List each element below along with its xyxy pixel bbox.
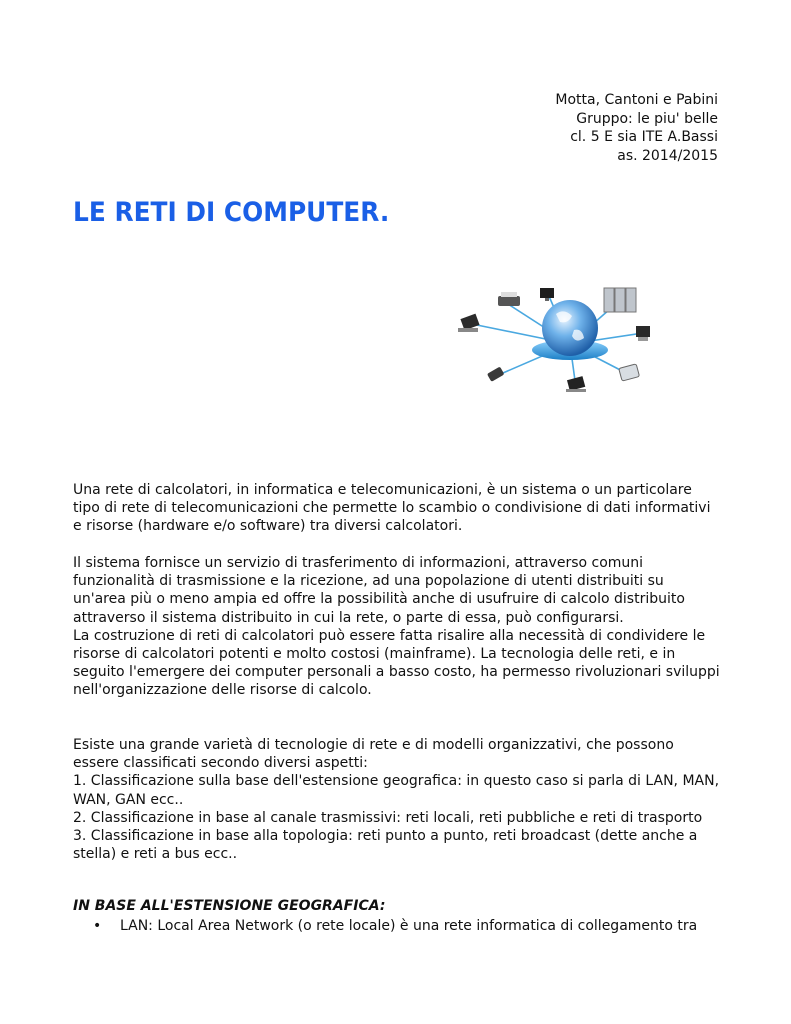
globe-icon [542, 300, 598, 356]
text-line: stella) e reti a bus ecc.. [73, 846, 238, 863]
server-rack-icon [604, 288, 636, 312]
authors-line: Motta, Cantoni e Pabini [555, 92, 718, 108]
text-line: 1. Classificazione sulla base dell'estensione geografica: in questo caso si parla di LAN, MAN, [73, 773, 720, 790]
text-line: Una rete di calcolatori, in informatica e telecomunicazioni, è un sistema o un particolare [73, 482, 692, 498]
text-line: un'area più o meno ampia ed offre la possibilità anche di usufruire di calcolo distribuito [73, 591, 685, 608]
laptop-icon [458, 314, 480, 332]
text-line: e risorse (hardware e/o software) tra diversi calcolatori. [73, 518, 463, 535]
text-line: WAN, GAN ecc.. [73, 791, 184, 808]
phone-icon [487, 367, 504, 382]
intro-paragraph [73, 481, 733, 536]
desktop-icon [636, 326, 650, 341]
text-line: Esiste una grande varietà di tecnologie di rete e di modelli organizzativi, che possono [73, 737, 674, 753]
school-year-line: as. 2014/2015 [617, 147, 718, 164]
text-line: seguito l'emergere dei computer personali a basso costo, ha permesso rivoluzionari sviluppi [73, 664, 720, 681]
bullet-icon: • [93, 918, 102, 934]
printer-icon [498, 292, 520, 306]
text-line: funzionalità di trasmissione e la ricezione, ad una popolazione di utenti distribuiti su [73, 573, 664, 590]
author-info [555, 91, 718, 165]
text-line: risorse di calcolatori potenti e molto costosi (mainframe). La tecnologia delle reti, e in [73, 646, 676, 663]
group-line: Gruppo: le piu' belle [576, 110, 718, 127]
text-line: Il sistema fornisce un servizio di trasferimento di informazioni, attraverso comuni [73, 555, 644, 571]
text-line: attraverso il sistema distribuito in cui la rete, o parte di essa, può configurarsi. [73, 609, 624, 626]
text-line: 2. Classificazione in base al canale trasmissivi: reti locali, reti pubbliche e reti di trasporto [73, 809, 703, 826]
text-line: essere classificati secondo diversi aspetti: [73, 755, 368, 772]
section-heading: IN BASE ALL'ESTENSIONE GEOGRAFICA: [73, 898, 386, 914]
network-globe-illustration [428, 278, 693, 418]
document-title: LE RETI DI COMPUTER. [73, 197, 390, 228]
classification-paragraph [73, 736, 733, 863]
text-line: nell'organizzazione delle risorse di calcolo. [73, 682, 372, 699]
monitor-icon [540, 288, 554, 301]
text-line: tipo di rete di telecomunicazioni che permette lo scambio o condivisione di dati informativi [73, 500, 711, 517]
text-line: La costruzione di reti di calcolatori può essere fatta risalire alla necessità di condividere le [73, 627, 706, 644]
notebook-icon [566, 376, 586, 392]
system-paragraph [73, 554, 733, 700]
class-school-line: cl. 5 E sia ITE A.Bassi [570, 129, 718, 145]
text-line: 3. Classificazione in base alla topologia: reti punto a punto, reti broadcast (dette anche a [73, 828, 698, 845]
list-item [93, 917, 697, 935]
pda-icon [619, 364, 640, 381]
list-item-text: LAN: Local Area Network (o rete locale) è una rete informatica di collegamento tra [120, 918, 698, 934]
